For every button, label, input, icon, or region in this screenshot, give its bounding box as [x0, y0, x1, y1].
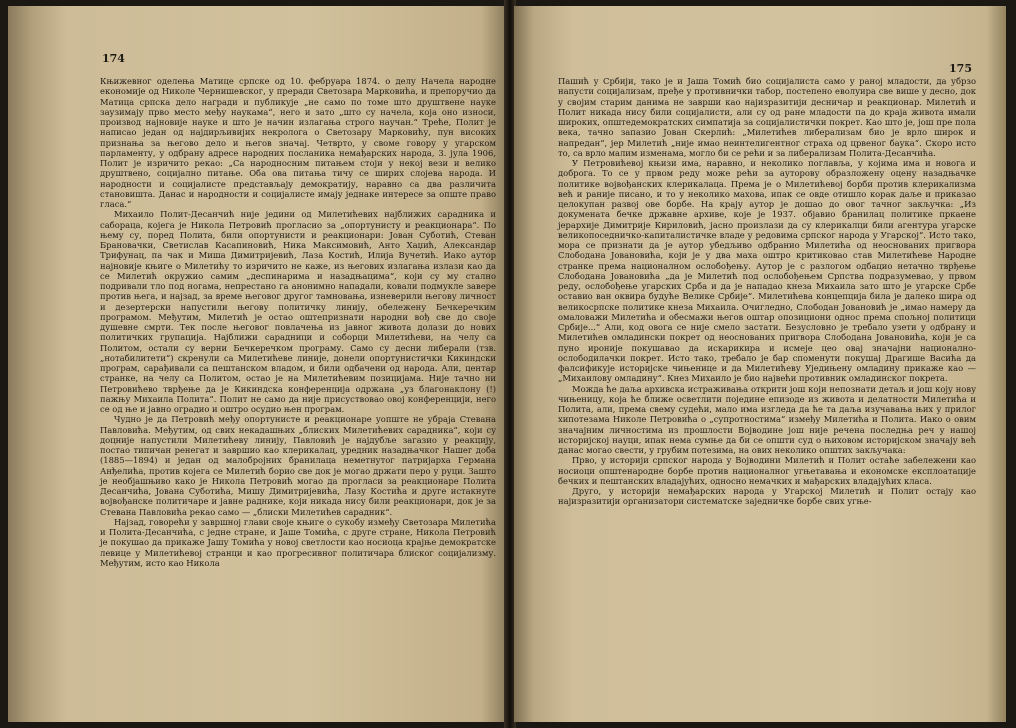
paragraph: Најзад, говорећи у завршној глави своје књиге о сукобу између Светозара Милетића и Полита-Десанчића, с једне стране, и Јаше Томића, с друге стране, Никола Петровић је покушао да прикаже Јашу Томића у новој светлости као носиоца крајње демократске левице у Милетићевој странци и као прогресивног политичара блиског социјализму. Међутим, исто као Никола — [100, 516, 496, 568]
left-page — [8, 6, 506, 722]
paragraph: Књижевног оделења Матице српске од 10. фебруара 1874. о делу Начела народне економије од Николе Чернишевског, у преради Светозара Марковића, и препоручио да Матица српска дело награди и публикује „не само по томе што друштвене науке заузимају прво место међу наукама“, него и зато „што су начела, која оно износи, производ најновије науке и што је начин излагања строго научан.“ Треће, Полит је написао један од најдирљивијих некролога о Светозару Марковићу, пун високих признања за његово дело и његов значај. Четврто, у своме говору у угарском парламенту, у одбрану адресе народних посланика немађарских народа, 3. јула 1906, Полит је изричито рекао: „Са народносним питањем стоји у некој вези и велико друштвено, социјално питање. Оба ова питања тичу се ширих слојева народа. И народности и социјалисте представљају демократију, наравно са два различита становишта. Данас и народности и социјалисте имају једнаке интересе за опште право гласа.“ — [100, 76, 496, 209]
right-page — [514, 6, 1006, 722]
page-text — [558, 76, 976, 507]
paragraph: У Петровићевој књизи има, наравно, и неколико поглавља, у којима има и новога и доброга. То се у првом реду може рећи за ауторову образложену оцену назадњачке политике војвођанских клерикалаца. Према је о Милетићевој борби против клерикализма већ и раније писано, и то у неколико махова, ипак се овде отишло корак даље и приказао целокупан развој ове борбе. На крају аутор је дошао до овог тачног закључка: „Из докумената бечке државне архиве, које је 1937. објавио бранилац политике пркаене јерархије Димитрије Кириловић, јасно произлази да су клерикалци били агентура угарске великопоседничко-капиталистичке владе у редовима српског народа у Угарској“. Исто тако, мора се признати да је аутор убедљиво одбранио Милетића од неоснованих пригвора Слободана Јовановића, који је у два маха оштро критиковао став Милетићеве Народне странке према националном ослобођењу. Аутор је с разлогом одбацио нетачно тврђење Слободана Јовановића „да је Милетић под ослобођењем Српства подразумевао, у првом реду, ослобођење угарских Срба и да је нападао кнеза Михаила зато што је угарске Србе оставио ван оквира будуће Велике Србије“. Милетићева концепција била је далеко шира од великосрпске политике кнеза Михаила. Очигледно, Слободан Јовановић је „имао намеру да омаловажи Милетића и обесмажи његов оштар опозициони однос према спољној политици Србије...“ Али, код овога се није смело застати. Безусловно је требало узети у одбрану и Милетићев омладински покрет од неоснованих пригвора Слободана Јовановића, који је са пуно ироније покушавао да искарикира и исмеје цео овај значајни национално-ослободилачки покрет. Исто тако, требало је бар споменути покушај Драгише Васића да фалсификује историјске чињенице и да Милетићеву Уједињену омладину прикаже као — „Михаилову омладину“. Кнез Михаило је био највећи противник омладинског покрета. — [558, 158, 976, 384]
paragraph: Друго, у историји немађарских народа у Угарској Милетић и Полит остају као најизразитији организатори систематске заједничке борбе свих угње- — [558, 486, 976, 507]
paragraph: Можда ће даља архивска истраживања открити још који непознати детаљ и још коју нову чињеницу, која ће ближе осветлити поједине епизоде из живота и делатности Милетића и Полита, али, према свему судећи, мало има изгледа да ће та даља изучавања њих у прилог хипотезама Николе Петровића о „супротностима“ између Милетића и Полита. Иако о овим значајним личностима из прошлости Војводине још није речена последња реч у нашој историјској науци, ипак нема сумње да би се општи суд о њиховом историјском значају већ данас могао свести, у грубим потезима, на ових неколико општих закључака: — [558, 383, 976, 455]
paragraph: Михаило Полит-Десанчић није једини од Милетићевих најближих сарадника и сабораца, којега је Никола Петровић прогласио за „опортунисту и реакционара“. По њему су, поред Полита, били опортунисти и реакционари: Јован Суботић, Стеван Брановачки, Светислав Касапиновић, Ника Максимовић, Анто Хаџић, Александар Трифунац, па чак и Миша Димитријевић, Лаза Костић, Илија Вучетић. Иако аутор најновије књиге о Милетићу то изричито не каже, из његових излагања излази као да се Милетић окружио самим „деспинарима и назадњацима“, који су му стално подривали тло под ногама, непрестано га анонимно нападали, ковали подмукле завере против њега, и најзад, за време његовог другог тамновања, изневерили његову личност и дезертерски напустили његову политичку линију, обележену Бечкеречким програмом. Међутим, Милетић је остао оштепризнати народни вођ све до своје душевне смрти. Тек после његовог повлачења из јавног живота долази до нових политичких групација. Најближи сарадници и соборци Милетићеви, на челу са Политом, остали су верни Бечкеречком програму. Само су десни либерали (тзв. „нотабилитети“) скренули са Милетићеве линије, донели опортунистички Кикиндски програм, сарађивали са пештанском владом, и били одбачени од народа. Али, центар странке, на челу са Политом, остао је на Милетићевим позицијама. Није тачно ни Петровићево тврђење да је Кикиндска конференција одржана „уз благонаклону (!) пажњу Михаила Полита“. Полит не само да није присуствовао овој конференцији, него се од ње и јавно оградио и оштро осудио њен програм. — [100, 209, 496, 414]
page-number: 174 — [102, 52, 125, 65]
page-number: 175 — [949, 62, 972, 75]
paragraph: Чудно је да Петровић међу опортунисте и реакционаре уопште не убраја Стевана Павловића. Међутим, од свих некадашњих „блиских Милетићевих сарадника“, који су доцније напустили Милетићеву линију, Павловић је најдубље загазио у реакцију, постао типичан ренегат и завршио као клерикалац, уредник назадњачког Нашег доба (1885—1894) и један од малобројних бранилаца неметнутог патријарха Германа Анђелића, против којега се Милетић борио све док је могао држати перо у руци. Зашто је необјашњиво како је Никола Петровић могао да прогласи за реакционаре Полита Десанчића, Јована Суботића, Мишу Димитријевића, Лазу Костића и друге истакнуте војвођанске политичаре и јавне раднике, који никада нису били реакционари, док је за Стевана Павловића рекао само — „блиски Милетићев сарадник“. — [100, 414, 496, 517]
paragraph: Пашић у Србији, тако је и Јаша Томић био социјалиста само у раној младости, да убрзо напусти социјализам, пређе у противнички табор, постепено еволуира све више у десно, док у своjим старим данима не заврши као најизразитији десничар и реакционар. Милетић и Полит никада нису били социјалисти, али су од ране младости па до краја живота имали широких, општедемократских симпатија за социјалистички покрет. Као што је, још пре пола века, тачно запазио Јован Скерлић: „Милетићев либерализам био је врло широк и напредан“, јер Милетић „није имао неинтелигентног страха од црвеног баука“. Скоро исто то, са врло малим изменама, могло би се рећи и за либерализам Полита-Десанчића. — [558, 76, 976, 158]
paragraph: Прво, у историји српског народа у Војводини Милетић и Полит остаће забележени као носиоци општенародне борбе против националног угњетавања и економске експлоатације бечких и пештанских владајућих, односно немачких и мађарских владајућих класа. — [558, 455, 976, 486]
page-text — [100, 76, 496, 568]
